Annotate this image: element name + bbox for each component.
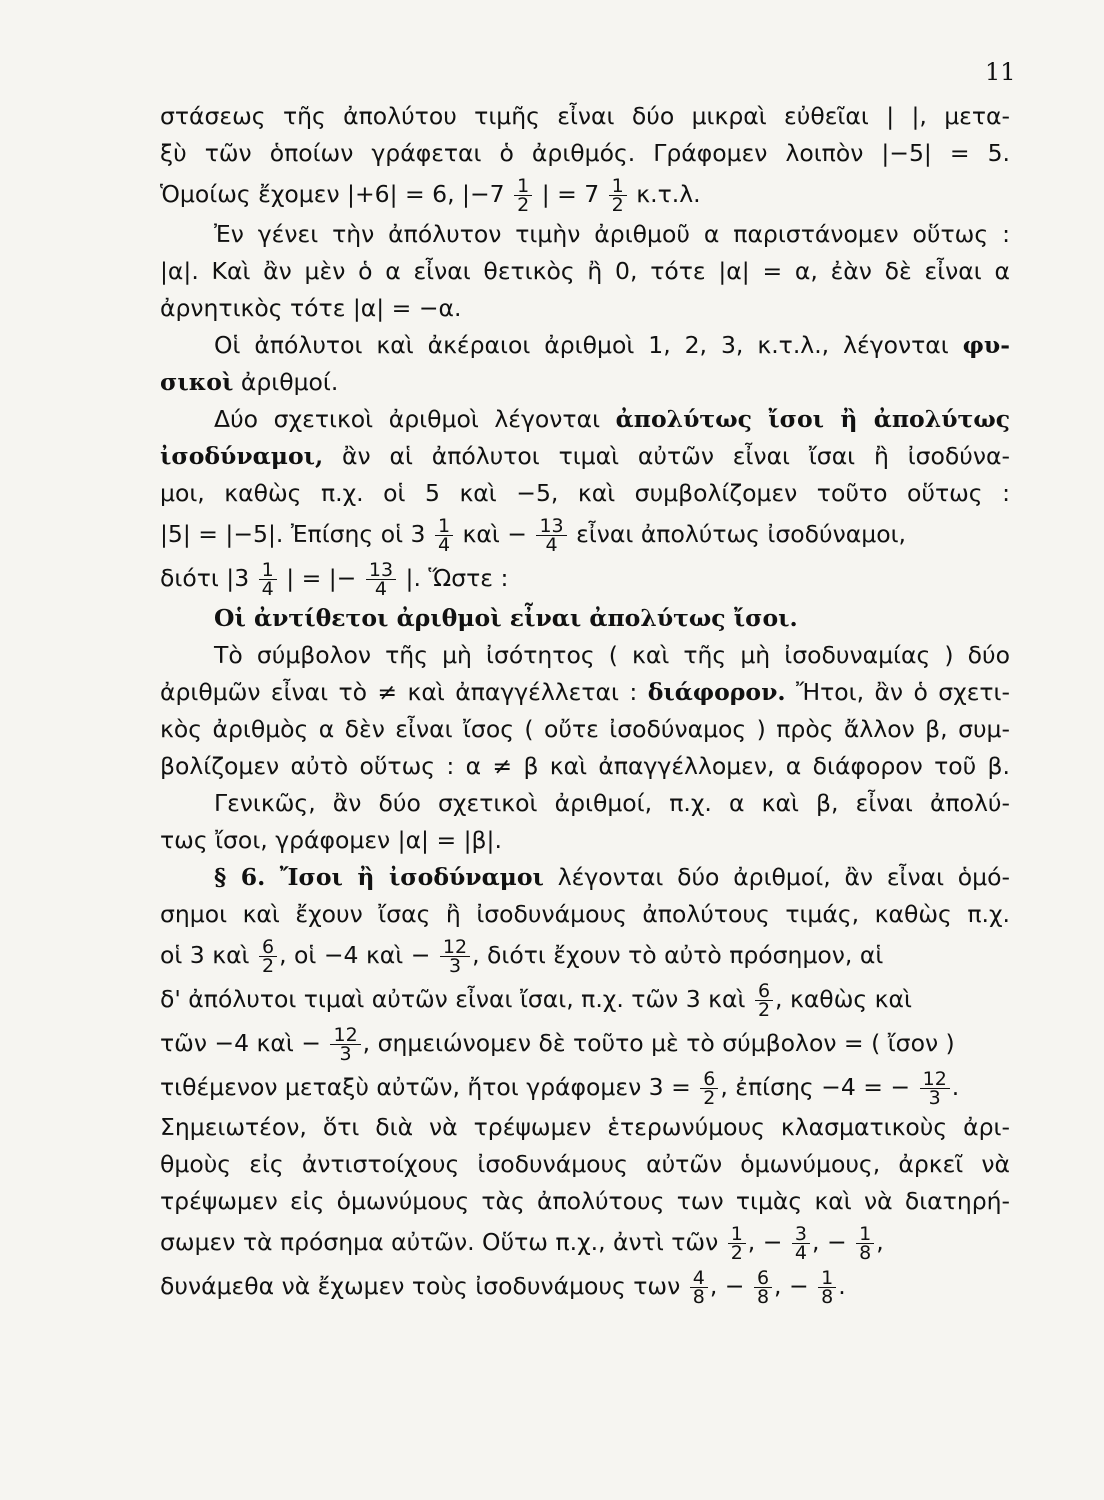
fraction: $\frac{12}{3}$ bbox=[440, 938, 470, 975]
fraction: $\frac{1}{2}$ bbox=[514, 177, 532, 214]
text-line: Γενικῶς, ἂν δύο σχετικοὶ ἀριθμοί, π.χ. α καὶ β, εἶναι ἀπολύ- bbox=[214, 789, 1010, 817]
text-line: σικοὶ ἀριθμοί. bbox=[160, 368, 339, 396]
text-line: δυνάμεθα νὰ ἔχωμεν τοὺς ἰσοδυνάμους των $\frac{4}{8}$ , − $\frac{6}{8}$ , − $\frac{1}{8}$ . bbox=[160, 1267, 846, 1308]
fraction: $\frac{6}{2}$ bbox=[755, 982, 773, 1019]
text-line: Τὸ σύμβολον τῆς μὴ ἰσότητος ( καὶ τῆς μὴ ἰσοδυναμίας ) δύο bbox=[214, 641, 1010, 669]
page-number: 11 bbox=[985, 58, 1016, 86]
fraction: $\frac{1}{4}$ bbox=[435, 517, 453, 554]
text-line: |5| = |−5|. Ἐπίσης οἱ 3 $\frac{1}{4}$ καὶ − $\frac{13}{4}$ εἶναι ἀπολύτως ἰσοδύναμοι, bbox=[160, 515, 906, 556]
text-line: στάσεως τῆς ἀπολύτου τιμῆς εἶναι δύο μικραὶ εὐθεῖαι | |, μετα- bbox=[160, 102, 1010, 130]
text-line: τρέψωμεν εἰς ὁμωνύμους τὰς ἀπολύτους των τιμὰς καὶ νὰ διατηρή- bbox=[160, 1187, 1010, 1215]
fraction: $\frac{1}{8}$ bbox=[818, 1269, 836, 1306]
fraction: $\frac{6}{2}$ bbox=[700, 1070, 718, 1107]
fraction: $\frac{12}{3}$ bbox=[920, 1070, 950, 1107]
text-line: θμοὺς εἰς ἀντιστοίχους ἰσοδυνάμους αὐτῶν ὁμωνύμους, ἀρκεῖ νὰ bbox=[160, 1150, 1010, 1178]
text-line: |α|. Καὶ ἂν μὲν ὁ α εἶναι θετικὸς ἢ 0, τότε |α| = α, ἐὰν δὲ εἶναι α bbox=[160, 257, 1010, 285]
text-line: Οἱ ἀπόλυτοι καὶ ἀκέραιοι ἀριθμοὶ 1, 2, 3, κ.τ.λ., λέγονται φυ- bbox=[214, 331, 1010, 359]
text-line: κὸς ἀριθμὸς α δὲν εἶναι ἴσος ( οὔτε ἰσοδύναμος ) πρὸς ἄλλον β, συμ- bbox=[160, 715, 1010, 743]
text-line: τῶν −4 καὶ − $\frac{12}{3}$ , σημειώνομεν δὲ τοῦτο μὲ τὸ σύμβολον = ( ἴσον ) bbox=[160, 1024, 955, 1065]
fraction: $\frac{12}{3}$ bbox=[330, 1026, 360, 1063]
fraction: $\frac{13}{4}$ bbox=[536, 517, 566, 554]
fraction: $\frac{6}{2}$ bbox=[259, 938, 277, 975]
section-heading: § 6. Ἴσοι ἢ ἰσοδύναμοι λέγονται δύο ἀριθμοί, ἂν εἶναι ὁμό- bbox=[214, 863, 1010, 891]
fraction: $\frac{1}{2}$ bbox=[609, 177, 627, 214]
text-line: οἱ 3 καὶ $\frac{6}{2}$ , οἱ −4 καὶ − $\frac{12}{3}$ , διότι ἔχουν τὸ αὐτὸ πρόσημον, αἱ bbox=[160, 936, 884, 977]
fraction: $\frac{13}{4}$ bbox=[366, 561, 396, 598]
text-line: ἰσοδύναμοι, ἂν αἱ ἀπόλυτοι τιμαὶ αὐτῶν εἶναι ἴσαι ἢ ἰσοδύνα- bbox=[160, 442, 1010, 470]
text-line: ξὺ τῶν ὁποίων γράφεται ὁ ἀριθμός. Γράφομεν λοιπὸν |−5| = 5. bbox=[160, 139, 1010, 167]
fraction: $\frac{6}{8}$ bbox=[754, 1269, 772, 1306]
fraction: $\frac{1}{4}$ bbox=[259, 561, 277, 598]
text-line: τως ἴσοι, γράφομεν |α| = |β|. bbox=[160, 826, 502, 854]
page-body bbox=[160, 98, 1010, 1308]
text-line: Σημειωτέον, ὅτι διὰ νὰ τρέψωμεν ἑτερωνύμους κλασματικοὺς ἀρι- bbox=[160, 1113, 1010, 1141]
text-line: Ἐν γένει τὴν ἀπόλυτον τιμὴν ἀριθμοῦ α παριστάνομεν οὕτως : bbox=[214, 220, 1010, 248]
rule-heading: Οἱ ἀντίθετοι ἀριθμοὶ εἶναι ἀπολύτως ἴσοι. bbox=[214, 604, 798, 632]
fraction: $\frac{4}{8}$ bbox=[690, 1269, 708, 1306]
fraction: $\frac{1}{8}$ bbox=[856, 1225, 874, 1262]
fraction: $\frac{1}{2}$ bbox=[728, 1225, 746, 1262]
text-line: διότι |3 $\frac{1}{4}$ | = |− $\frac{13}{4}$ |. Ὥστε : bbox=[160, 559, 509, 600]
text-line: ἀρνητικὸς τότε |α| = −α. bbox=[160, 294, 462, 322]
text-line: σημοι καὶ ἔχουν ἴσας ἢ ἰσοδυνάμους ἀπολύτους τιμάς, καθὼς π.χ. bbox=[160, 900, 1010, 928]
text-line: δ' ἀπόλυτοι τιμαὶ αὐτῶν εἶναι ἴσαι, π.χ. τῶν 3 καὶ $\frac{6}{2}$ , καθὼς καὶ bbox=[160, 980, 912, 1021]
text-line: Ὁμοίως ἔχομεν |+6| = 6, |−7 $\frac{1}{2}$ | = 7 $\frac{1}{2}$ κ.τ.λ. bbox=[160, 175, 701, 216]
fraction: $\frac{3}{4}$ bbox=[792, 1225, 810, 1262]
text-line: βολίζομεν αὐτὸ οὕτως : α ≠ β καὶ ἀπαγγέλλομεν, α διάφορον τοῦ β. bbox=[160, 752, 1010, 780]
text-line: τιθέμενον μεταξὺ αὐτῶν, ἤτοι γράφομεν 3 = $\frac{6}{2}$ , ἐπίσης −4 = − $\frac{12}{3}$ . bbox=[160, 1068, 960, 1109]
text-line: μοι, καθὼς π.χ. οἱ 5 καὶ −5, καὶ συμβολίζομεν τοῦτο οὕτως : bbox=[160, 479, 1010, 507]
text-line: σωμεν τὰ πρόσημα αὐτῶν. Οὕτω π.χ., ἀντὶ τῶν $\frac{1}{2}$ , − $\frac{3}{4}$ , − $\frac{1}{8}$ , bbox=[160, 1223, 884, 1264]
text-line: ἀριθμῶν εἶναι τὸ ≠ καὶ ἀπαγγέλλεται : διάφορον. Ἤτοι, ἂν ὁ σχετι- bbox=[160, 678, 1010, 706]
text-line: Δύο σχετικοὶ ἀριθμοὶ λέγονται ἀπολύτως ἴσοι ἢ ἀπολύτως bbox=[214, 405, 1010, 433]
